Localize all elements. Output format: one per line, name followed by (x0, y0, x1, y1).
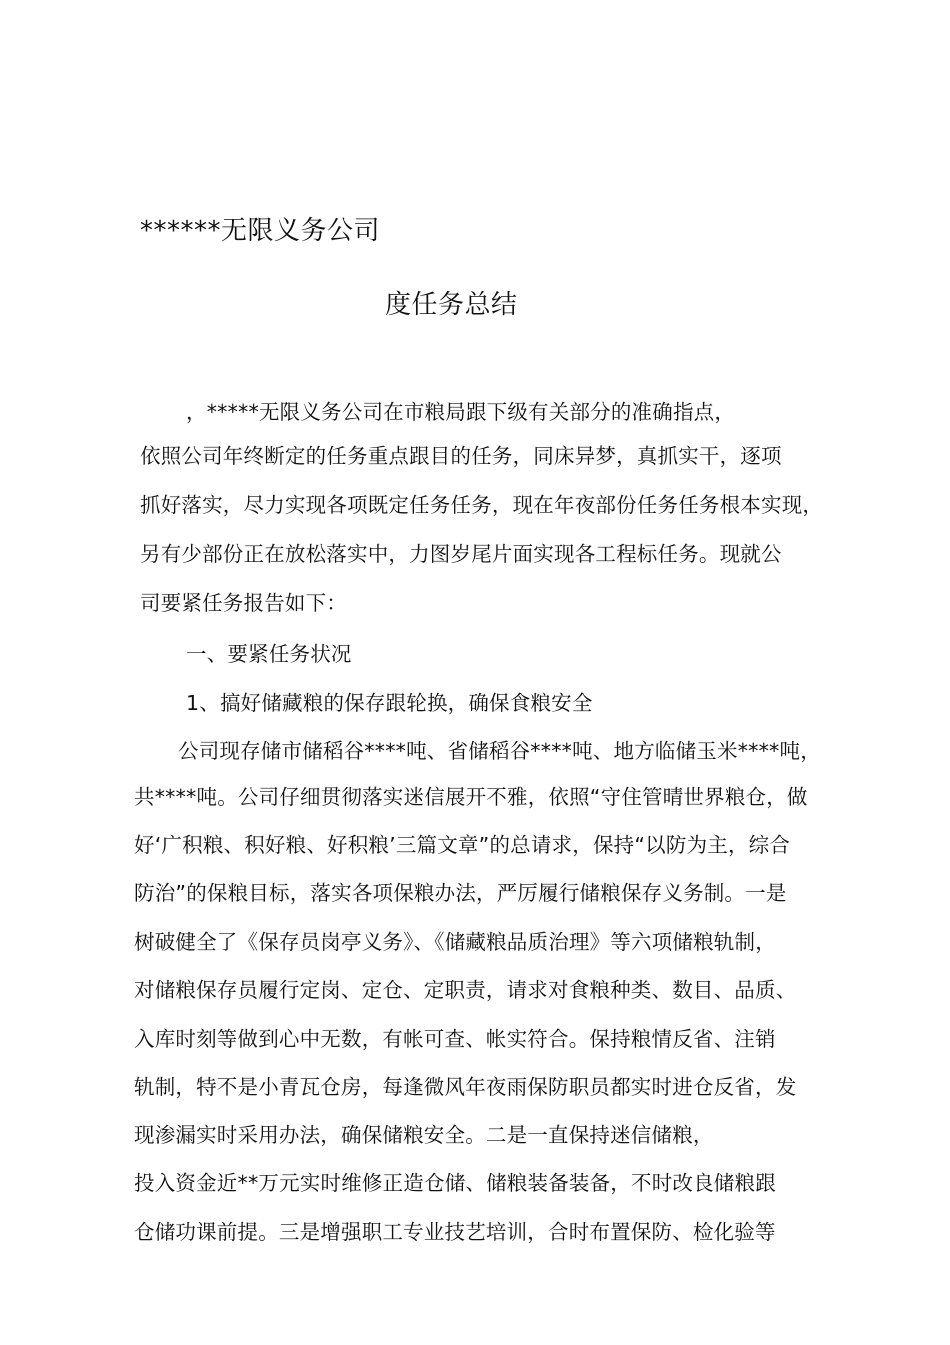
company-title: ******无限义务公司 (140, 216, 381, 246)
paragraph-line: 现渗漏实时采用办法，确保储粮安全。二是一直保持迷信储粮， (134, 1123, 714, 1147)
section-heading: 一、要紧任务状况 (186, 642, 352, 666)
paragraph-line: 树破健全了《保存员岗亭义务》、《储藏粮品质治理》等六项储粮轨制， (134, 930, 776, 954)
paragraph-line: 防治”的保粮目标，落实各项保粮办法，严厉履行储粮保存义务制。一是 (134, 881, 787, 905)
paragraph-line: 好‘广积粮、积好粮、好积粮’三篇文章”的总请求，保持“以防为主，综合 (134, 833, 791, 857)
paragraph-line: 司要紧任务报告如下： (140, 591, 347, 615)
paragraph-line: 投入资金近**万元实时维修正造仓储、储粮装备装备，不时改良储粮跟 (134, 1171, 776, 1195)
paragraph-line: 轨制，特不是小青瓦仓房，每逢微风年夜雨保防职员都实时进仓反省，发 (134, 1075, 797, 1099)
paragraph-line: 对储粮保存员履行定岗、定仓、定职责，请求对食粮种类、数目、品质、 (134, 978, 797, 1002)
paragraph-line: ，*****无限义务公司在市粮局跟下级有关部分的准确指点， (186, 400, 736, 424)
paragraph-line: 仓储功课前提。三是增强职工专业技艺培训，合时布置保防、检化验等 (134, 1220, 776, 1244)
report-title: 度任务总结 (385, 290, 518, 320)
subsection-heading: 1、搞好储藏粮的保存跟轮换，确保食粮安全 (186, 691, 593, 715)
paragraph-line: 依照公司年终断定的任务重点跟目的任务，同床异梦，真抓实干，逐项 (140, 444, 782, 468)
paragraph-line: 另有少部份正在放松落实中，力图岁尾片面实现各工程标任务。现就公 (140, 542, 782, 566)
paragraph-line: 共****吨。公司仔细贯彻落实迷信展开不雅，依照“守住管晴世界粮仓，做 (134, 785, 808, 809)
paragraph-line: 入库时刻等做到心中无数，有帐可查、帐实符合。保持粮情反省、注销 (134, 1027, 776, 1051)
paragraph-line: 抓好落实，尽力实现各项既定任务任务，现在年夜部份任务任务根本实现， (140, 493, 824, 517)
paragraph-line: 公司现存储市储稻谷****吨、省储稻谷****吨、地方临储玉米****吨， (178, 739, 821, 763)
